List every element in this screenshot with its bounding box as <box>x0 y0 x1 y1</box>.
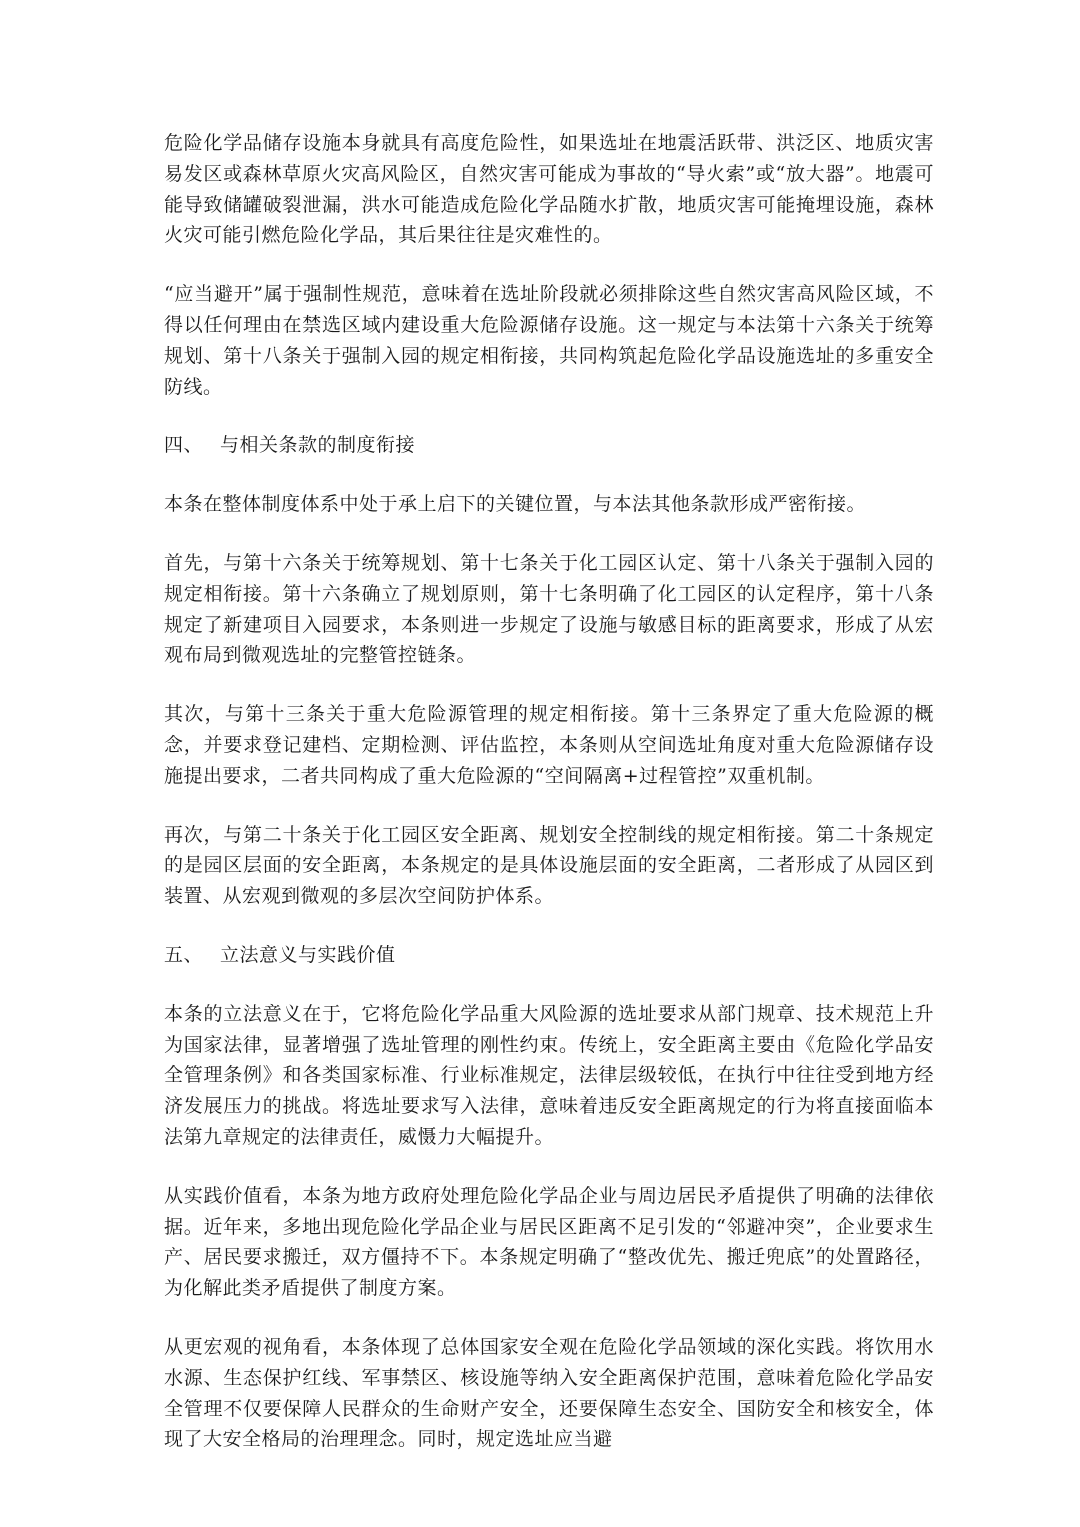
paragraph-third-link: 再次，与第二十条关于化工园区安全距离、规划安全控制线的规定相衔接。第二十条规定的是园区层面的安全距离，本条规定的是具体设施层面的安全距离，二者形成了从园区到装置、从宏观到微观的多层次空间防护体系。 <box>164 823 934 908</box>
paragraph-first-link: 首先，与第十六条关于统筹规划、第十七条关于化工园区认定、第十八条关于强制入园的规定相衔接。第十六条确立了规划原则，第十七条明确了化工园区的认定程序，第十八条规定了新建项目入园要求，本条则进一步规定了设施与敏感目标的距离要求，形成了从宏观布局到微观选址的完整管控链条。 <box>164 551 934 667</box>
section-heading-4 <box>164 430 934 461</box>
paragraph-practical-value: 从实践价值看，本条为地方政府处理危险化学品企业与周边居民矛盾提供了明确的法律依据。近年来，多地出现危险化学品企业与居民区距离不足引发的“邻避冲突”，企业要求生产、居民要求搬迁，双方僵持不下。本条规定明确了“整改优先、搬迁兜底”的处置路径，为化解此类矛盾提供了制度方案。 <box>164 1184 934 1300</box>
paragraph-second-link: 其次，与第十三条关于重大危险源管理的规定相衔接。第十三条界定了重大危险源的概念，并要求登记建档、定期检测、评估监控，本条则从空间选址角度对重大危险源储存设施提出要求，二者共同构成了重大危险源的“空间隔离+过程管控”双重机制。 <box>164 703 934 787</box>
section-heading-5 <box>164 940 934 971</box>
document-body <box>164 128 934 1483</box>
paragraph-natural-hazard-risk: 危险化学品储存设施本身就具有高度危险性，如果选址在地震活跃带、洪泛区、地质灾害易发区或森林草原火灾高风险区，自然灾害可能成为事故的“导火索”或“放大器”。地震可能导致储罐破裂泄漏，洪水可能造成危险化学品随水扩散，地质灾害可能掩埋设施，森林火灾可能引燃危险化学品，其后果往往是灾难性的。 <box>164 132 934 247</box>
section-number-4: 四、 <box>164 434 204 457</box>
paragraph-macro-perspective: 从更宏观的视角看，本条体现了总体国家安全观在危险化学品领域的深化实践。将饮用水水源、生态保护红线、军事禁区、核设施等纳入安全距离保护范围，意味着危险化学品安全管理不仅要保障人民群众的生命财产安全，还要保障生态安全、国防安全和核安全，体现了大安全格局的治理理念。同时，规定选址应当避 <box>164 1335 934 1451</box>
section-number-5: 五、 <box>164 943 204 966</box>
paragraph-legislative-significance: 本条的立法意义在于，它将危险化学品重大风险源的选址要求从部门规章、技术规范上升为国家法律，显著增强了选址管理的刚性约束。传统上，安全距离主要由《危险化学品安全管理条例》和各类国家标准、行业标准规定，法律层级较低，在执行中往往受到地方经济发展压力的挑战。将选址要求写入法律，意味着违反安全距离规定的行为将直接面临本法第九章规定的法律责任，威慑力大幅提升。 <box>164 1002 934 1148</box>
section-title-4: 与相关条款的制度衔接 <box>220 434 416 457</box>
paragraph-mandatory-avoidance: “应当避开”属于强制性规范，意味着在选址阶段就必须排除这些自然灾害高风险区域，不得以任何理由在禁选区域内建设重大危险源储存设施。这一规定与本法第十六条关于统筹规划、第十八条关于强制入园的规定相衔接，共同构筑起危险化学品设施选址的多重安全防线。 <box>164 283 934 398</box>
paragraph-system-position: 本条在整体制度体系中处于承上启下的关键位置，与本法其他条款形成严密衔接。 <box>164 493 867 516</box>
section-title-5: 立法意义与实践价值 <box>220 943 396 966</box>
